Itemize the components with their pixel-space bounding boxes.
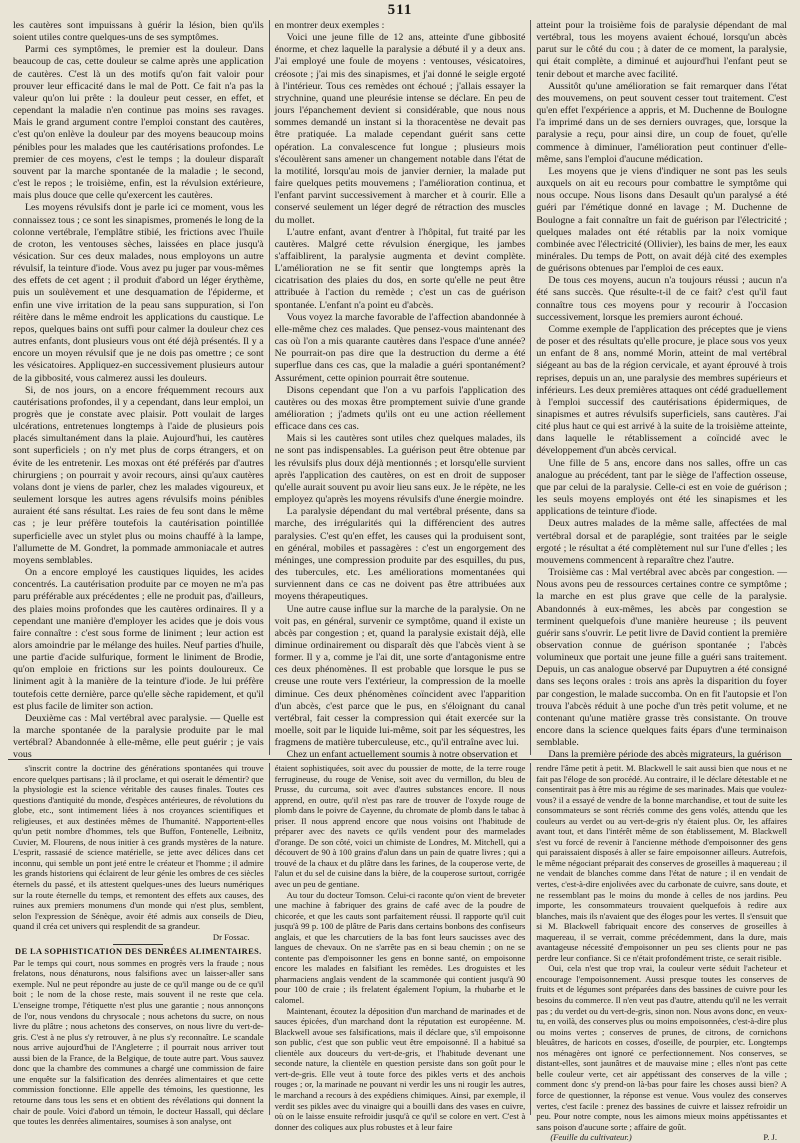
paragraph: Comme exemple de l'application des préceptes que je viens de poser et des résultats qu'elle procure, je place sous vos yeux un enfant de 8 ans, nommé Morin, atteint de mal vertébral siégeant au bas de la région cervicale, et ayant éprouvé à trois reprises, depuis un an, une paralysie des membres supérieurs et inférieurs. Les deux premières attaques ont cédé graduellement à l'emploi successif des cautérisations épidermiques, de sinapismes et autres révulsifs superficiels, sans cautères. J'ai cité plus haut ce qui est arrivé à la suite de la troisième atteinte, dans laquelle le rétablissement a coïncidé avec le développement d'un abcès cervical.	[536, 323, 788, 457]
initials-signature: P. J.	[763, 1132, 778, 1143]
source-line	[536, 1132, 787, 1143]
feuilleton-column-1	[8, 763, 269, 1127]
paragraph: Chez un enfant actuellement soumis à notre observation et	[286, 749, 518, 761]
paragraph: Oui, cela n'est que trop vrai, la couleur verte séduit l'acheteur et encourage l'empoisonnement. Aussi presque toutes les conserves de fruits et de légumes sont préparées dans des bassines de cuivre pour les besoins du commerce. Il n'en veut pas d'autre, attendu qu'il ne les verrait pas ; du verdet ou du vert-de-gris, sinon non. Nous avons donc, en veux-tu, en voilà, des conserves plus ou moins empoisonnées, c'est-à-dire plus ou moins vertes ; conserves de prunes, de citrons, de cornichons bleuâtres, de haricots en cosses, d'oseille, de pourpier, etc. Longtemps nos ménagères ont ignoré ce perfectionnement. Nos conserves, se distant-elles, sont jaunâtres et de mauvaise mine ; elles n'ont pas cette belle couleur verte, cet air appétissant des conserves de la ville ; comment donc s'y prend-on là-bas pour faire les choses aussi bien? A force de questionner, la réponse est venue. Vous voulez des conserves vertes, c'est facile : prenez des bassines de cuivre et laissez refroidir un peu. Pour notre compte, nous les aimons mieux moins appétissantes et sans poison d'aucune sorte ; affaire de goût.	[536, 963, 788, 1132]
source-credit: (Feuille du cultivateur.)	[550, 1132, 632, 1143]
paragraph: L'autre enfant, avant d'entrer à l'hôpital, fut traité par les cautères. Malgré cette révulsion énergique, les jambes s'affaiblirent, la paralysie augmenta et devint complète. L'amélioration ne se fit sentir que longtemps après la cicatrisation des plaies du dos, en sorte qu'elle ne peut être attribuée à l'action du remède ; c'est un cas de guérison spontanée. L'enfant n'a point eu d'abcès.	[274, 226, 526, 311]
paragraph: Disons cependant que l'on a vu parfois l'application des cautères ou des moxas être promptement suivie d'une grande amélioration ; j'admets qu'ils ont eu une action réellement efficace dans ces cas.	[274, 384, 526, 433]
article-body-continued	[536, 763, 787, 1132]
paragraph: les cautères sont impuissans à guérir la lésion, bien qu'ils soient utiles contre quelques-uns de ses symptômes.	[13, 20, 264, 44]
article-heading: DE LA SOPHISTICATION DES DENRÉES ALIMENTAIRES.	[15, 947, 262, 957]
author-signature: Dr Fossac.	[212, 931, 250, 942]
paragraph: Voici une jeune fille de 12 ans, atteinte d'une gibbosité énorme, et chez laquelle la paralysie a débuté il y a deux ans. J'ai employé une foule de moyens : ventouses, vésicatoires, créosote ; j'ai mis des sinapismes, et j'ai donné le seigle ergoté à l'intérieur. Tous ces remèdes ont échoué ; j'allais essayer la strychnine, quand une pleurésie intense se déclare. En peu de jours l'épanchement devient si considérable, que nous nous sommes demandé un instant si la thoracentèse ne devait pas être pratiquée. La malade cependant guérit sans cette opération. La convalescence fut longue ; plusieurs mois s'écoulèrent sans amener un changement notable dans l'état de la motilité, lorsqu'au mois de janvier dernier, la malade put faire quelques petits mouvemens ; l'amélioration continua, et l'enfant parvint successivement à marcher et à courir. Elle a conservé seulement un léger degré de rétraction des muscles du mollet.	[274, 32, 526, 226]
medical-article	[8, 20, 792, 761]
paragraph: De tous ces moyens, aucun n'a toujours réussi ; aucun n'a été sans succès. Que résulte-t-il de ce fait? c'est qu'il faut connaître tous ces moyens pour y recourir à l'occasion successivement, lorsque les premiers auront échoué.	[536, 275, 788, 323]
paragraph: Parmi ces symptômes, le premier est la douleur. Dans beaucoup de cas, cette douleur se calme après une application de cautères. C'est là un des motifs qu'on fait valoir pour prouver leur efficacité dans le mal de Pott. Ce fait n'a pas la valeur qu'on lui prête : la douleur peut cesser, en effet, et cependant la maladie n'en continue pas moins ses ravages. Mais le grand argument contre l'emploi constant des cautères, c'est qu'on enlève la douleur par des moyens beaucoup moins pénibles pour les malades que les cautérisations profondes. Le premier de ces moyens, c'est le temps ; la douleur disparaît souvent par la marche spontanée de la maladie ; le second, c'est le repos ; le troisième, enfin, est la révulsion extérieure, mais plus douce que celle qu'exercent les cautères.	[13, 44, 264, 202]
paragraph: Mais si les cautères sont utiles chez quelques malades, ils ne sont pas indispensables. La guérison peut être obtenue par les révulsifs plus doux déjà mentionnés ; et lorsqu'elle survient après l'application des cautères, on est en droit de supposer qu'elle aurait souvent pu avoir lieu sans eux. Je le répète, ne les employez qu'après les moyens révulsifs d'une énergie moindre.	[274, 433, 526, 506]
column-3	[530, 20, 792, 761]
paragraph: Les moyens que je viens d'indiquer ne sont pas les seuls auxquels on ait eu recours pour combattre le symptôme qui nous occupe. Nous lisons dans Desault qu'un paralysé a été guéri par l'émétique donné en lavage ; M. Duchenne de Boulogne a fait connaître un fait de guérison par l'électricité ; quelques malades ont été rétablis par la noix vomique combinée avec l'électricité (Ollivier), les bains de mer, les eaux minérales. Du temps de Pott, on avait déjà cité des exemples de guérisons obtenues par l'emploi de ces eaux.	[536, 165, 788, 275]
paragraph: Troisième cas : Mal vertébral avec abcès par congestion. — Nous avons peu de ressources certaines contre ce symptôme ; la marche en est plus grave que celle de la paralysie. Abandonnés à eux-mêmes, les abcès par congestion se terminent quelquefois d'une manière heureuse ; ils peuvent guérir sans s'ouvrir. Le petit livre de David contient la première observation connue de guérison spontanée ; l'abcès volumineux que portait une jeune fille a guéri sans traitement. Depuis, un cas analogue observé par Dupuytren a été consigné dans ses leçons orales : trois ans après la disparition du foyer par congestion, le malade succomba. On en fit l'autopsie et l'on trouva l'abcès réduit à une poche d'un très petit volume, et ne contenant qu'une matière grasse très consistante. On trouve encore dans la science quelques faits épars d'une terminaison semblable.	[536, 567, 788, 749]
feuilleton-divider	[8, 759, 792, 760]
paragraph: atteint pour la troisième fois de paralysie dépendant de mal vertébral, tous les moyens avaient échoué, lorsqu'un abcès parut sur le côté du cou ; à dater de ce moment, la paralysie, qui était complète, a diminué et aujourd'hui l'enfant peut se tenir debout et marche avec facilité.	[536, 20, 788, 80]
paragraph: Au tour du docteur Tomson. Celui-ci raconte qu'on vient de breveter une machine à fabriquer des grains de café avec de la poudre de chicorée, et que les cauts sont parfaitement réussi. Il rapporte qu'il cuit jusqu'à 99 p. 100 de plâtre de Paris dans certains bonbons des confiseurs anglais, et que les charcutiers de la bas font leurs saucisses avec des langues de chevaux. On ne s'arrête pas en si beau chemin ; on ne se contente pas d'empoisonner les gens en bonne santé, on empoisonne encore les malades en falsifiant les remèdes. Les droguistes et les pharmaciens anglais vendent de la scammonée qui contient jusqu'à 90 pour 100 de craie ; ils frelatent également l'opium, la rhubarbe et le calomel.	[274, 889, 526, 1006]
paragraph: Maintenant, écoutez la déposition d'un marchand de marinades et de sauces épicées, d'un marchand dont la réputation est européenne. M. Blackwell avoue ses falsifications, mais il déclare que, s'il empoisonne son public, c'est que son public veut être empoisonné. Il a habitué sa clientèle aux douceurs du vert-de-gris, et l'habitude devenant une seconde nature, la clientèle en question persiste dans son goût pour le vert-de-gris. Elle veut à toute force des pikles verts et des anchois rouges ; or, la marinade ne pouvant ni verdir les uns ni rougir les autres, le marchand a recours à des expédiens chimiques. Ainsi, par exemple, il verdit ses pikles avec du vinaigre qui a bouilli dans des vases en cuivre, où on le laisse ensuite refroidir jusqu'à ce qu'il se colore en vert. C'est à donner des coliques aux plus robustes et à leur faire	[274, 1005, 526, 1132]
paragraph: Une autre cause influe sur la marche de la paralysie. On ne voit pas, en général, survenir ce symptôme, quand il existe un abcès par congestion ; et, quand la paralysie existait déjà, elle diminue ordinairement ou disparaît dès que l'abcès vient à se former. Il y a, comme je l'ai dit, une sorte d'antagonisme entre ces deux phénomènes. Il est probable que lorsque le pus se creuse une route vers l'extérieur, la compression de la moelle diminue. Ces deux phénomènes coïncident avec l'apparition d'un abcès, c'est parce que le pus, en s'éloignant du canal vertébral, fait cesser la compression qui était exercée sur la moelle, soit par le liquide lui-même, soit par les séquestres, les fragmens de matière tuberculeuse, etc., qu'il entraîne avec lui.	[274, 603, 526, 749]
paragraph: Une fille de 5 ans, encore dans nos salles, offre un cas analogue au précédent, tant par le siège de l'affection osseuse, que par celui de la paralysie. Celle-ci est en voie de guérison ; les seuls moyens employés ont été les sinapismes et les applications de teinture d'iode.	[536, 457, 788, 518]
paragraph: La paralysie dépendant du mal vertébral présente, dans sa marche, des irrégularités qui la différencient des autres paralysies. C'est qu'en effet, les causes qui la produisent sont, en général, mobiles et passagères : c'est un engorgement des méninges, une compression produite par des esquilles, du pus, des tubercules, etc. Les améliorations momentanées qui surviennent dans ce cas ne doivent pas être attribuées aux moyens thérapeutiques.	[274, 506, 526, 603]
essay-conclusion: s'inscrit contre la doctrine des générations spontanées qui trouve encore quelques partisans ; là il proclame, et qui oserait le démentir? que la physiologie est la science véritable des causes finales. Toutes ces questions d'antiquité du monde, d'espèces antérieures, de révolutions du globe, etc., sont intimement liées à nos croyances scientifiques et religieuses, et aux destinées mêmes de l'humanité. N'apportent-elles qu'un petit nombre d'hommes, tels que Buffon, Fontenelle, Leibnitz, Cuvier, M. Flourens, de nous initier à ces grands mystères de la nature. L'esprit, rassasié de science matérielle, se jette avec délices dans cet inconnu, qui semble un pont jeté entre le créateur et l'homme ; il admire les grands historiens qui éclairent de leur génie les ombres de ces siècles éternels du passé, et ils attestent quelques-unes des lueurs numériques sur la route éternelle du temps, et remontent des effets aux causes, des ruines aux premiers monumens d'un monde qui n'est plus, semblent, selon l'expression de Sénèque, avoir été admis aux conseils de Dieu, quand il créa cet univers qui resplendit de sa grandeur.	[13, 763, 264, 932]
feuilleton-column-3	[530, 763, 792, 1143]
column-2	[269, 20, 531, 761]
paragraph: Les moyens révulsifs dont je parle ici ce moment, vous les connaissez tous ; ce sont les sinapismes, promenés le long de la colonne vertébrale, l'emplâtre stibié, les frictions avec l'huile de croton, les ventouses sèches, laissées en place jusqu'à vésication. Sur ces deux malades, nous employons un autre révulsif, la teinture d'iode. Vous avez pu juger par vous-mêmes des effets de cet agent ; il produit d'abord un léger érythème, puis un soulèvement et une desquamation de l'épiderme, et enfin une vive irritation de la peau sans suppuration, si l'on réitère dans le même endroit les applications du caustique. Le repos, quelques bains ont suffi pour calmer la douleur chez ces autres enfants, dont plusieurs vous ont été déjà présentés. Il y a encore un moyen révulsif que je ne dois pas omettre ; ce sont les vésicatoires. Appliquez-en successivement plusieurs autour de la gibbosité, vous calmerez aussi les douleurs.	[13, 202, 264, 384]
paragraph: en montrer deux exemples :	[274, 20, 385, 31]
feuilleton-column-2	[269, 763, 531, 1132]
paragraph: étaient sophistiquées, soit avec du poussier de motte, de la terre rouge ferrugineuse, du rouge de Venise, soit avec du vermillon, du bleu de Prusse, du curcuma, soit avec d'autres substances encore. Il nous apprend, en outre, qu'il n'est pas rare de trouver de l'oxyde rouge de plomb dans le poivre de Cayenne, du chromate de plomb dans le tabac à priser. Il nous apprend encore que nous voisins ont l'habitude de préparer avec des navets ce qu'ils vendent pour des marmelades d'orange. De son côté, voici un chimiste de Londres, M. Mitchell, qui a découvert de 90 à 100 grains d'alun dans un pain de quatre livres ; qui a trouvé de la chaux et du plâtre dans les farines, de la couperose verte, de l'alun et du sel de cuisine dans la bière, de la couperose surtout, corrigée avec un peu de gentiane.	[274, 763, 526, 890]
feuilleton	[8, 763, 792, 1143]
paragraph: Vous voyez la marche favorable de l'affection abandonnée à elle-même chez ces malades. Que pensez-vous maintenant des cas où l'on a mis quarante cautères dans l'espace d'une année? Ne pourrait-on pas dire que la destruction du derme a été superflue dans ces cas, que la maladie a guéri spontanément? Assurément, cette opinion pourrait être soutenue.	[274, 311, 526, 384]
paragraph: rendre l'âme petit à petit. M. Blackwell le sait aussi bien que nous et ne fait pas l'éloge de son procédé. Au contraire, il le déclare détestable et ne consentirait pas à être mis au régime de ses marinades. Mais que voulez-vous? il a essayé de vendre de la bonne marchandise, et tout de suite les consommateurs se sont récriés comme des gens volés, attendu que les couleurs au verdet ou au vert-de-gris n'y étaient plus. Or, les affaires avant tout, et dans l'intérêt même de son établissement, M. Blackwell s'est vu forcé de revenir à l'ancienne méthode d'empoisonner des gens qui paraissaient disposés à aller se faire empoisonner ailleurs. Autrefois, le même négociant préparait des conserves de groseilles à maquereau ; il ne vendait de blanches comme dans l'état de nature ; il en vendait de vertes, c'est-à-dire enjolivées avec du carbonate de cuivre, sans doute, et ne ressemblant pas le moins du monde à celles de nos jardins. Peu importe, les consommateurs trouvaient quelquefois à redire aux blanches, mais ils n'avaient que des éloges pour les vertes. Il s'ensuit que si M. Blackwell fabriquait encore des conserves de groseilles à maquereau, il se verrait, comme précédemment, dans la dure, mais avantageuse nécessité d'empoisonner un peu ses clients pour ne pas perdre leur confiance. Si ce n'était profondément triste, ce serait risible.	[536, 763, 788, 963]
column-1	[8, 20, 269, 761]
page-number: 511	[387, 2, 413, 18]
paragraph: Deuxième cas : Mal vertébral avec paralysie. — Quelle est la marche spontanée de la paralysie produite par le mal vertébral? Abandonnée à elle-même, elle peut guérir ; je vais vous	[13, 712, 264, 761]
paragraph: Par le temps qui court, nous sommes en progrès vers la fraude ; nous frelatons, nous dénaturons, nous falsifions avec un laisser-aller sans exemple. Nul ne peut répondre au juste de ce qu'il mange ou de ce qu'il boit ; le nom de la chose reste, mais souvent il ne reste que cela. L'enseigne trompe, l'étiquette n'est plus une garantie ; nous annonçons de l'or, nous vendons du chrysocale ; nous achetons du sucre, on nous livre du plâtre ; nous achetons des conserves, on nous livre du vert-de-gris. C'est à ne plus s'y retrouver, à ne plus s'y reconnaître. Le scandale nous arrive aujourd'hui de l'Angleterre ; il pourrait nous arriver tout aussi bien de la France, de la Belgique, de toute autre part. Vous sauvez donc que la chambre des communes a chargé une commission de faire une enquête sur la falsification des denrées alimentaires et que cette commission fonctionne. Elle appelle des témoins, les questionne, les retourne dans tous les sens et en obtient des révélations qui donnent la chair de poule. Voici d'abord un témoin, le docteur Hassall, qui déclare que toutes les denrées alimentaires, soumises à son analyse, ont	[13, 957, 264, 1127]
paragraph: Si, de nos jours, on a encore fréquemment recours aux cautérisations profondes, il y a cependant, dans leur emploi, un progrès que je constate avec plaisir. Pott voulait de larges ulcérations, entretenues longtemps à l'aide de plusieurs pois placés simultanément dans la plaie. Aujourd'hui, les cautères sont superficiels ; on n'y met plus de corps étrangers, et on évite de les entretenir. Les moxas ont été préférés par d'autres chirurgiens ; on pourrait y avoir recours, ainsi qu'aux cautères volans dont je viens de parler, chez les malades vigoureux, et seulement lorsque les autres agens révulsifs moins pénibles auraient été sans résultat. Les raies de feu sont dans le même cas ; je leur préfère toutefois la cautérisation pointillée superficielle avec un stylet plus ou moins chauffé à la lampe, l'allumette de M. Gondret, la pommade ammoniacale et autres moyens semblables.	[13, 384, 264, 566]
paragraph: On a encore employé les caustiques liquides, les acides concentrés. La cautérisation produite par ce moyen ne m'a pas paru préférable aux précédentes ; elle ne produit pas, d'ailleurs, des plaies moins profondes que les cautères ordinaires. Il y a cependant une manière d'employer les acides que je dois vous faire connaître : c'est sous forme de liniment ; leur action est alors amoindrie par le mélange des huiles. Neuf parties d'huile, une partie d'acide sulfurique, forment le liniment de Brodie, qu'on emploie en frictions sur les points douloureux. Ce liniment agit à la manière de la teinture d'iode. Je lui préfère toutefois cette dernière, parce qu'elle sèche rapidement, et qu'il est plus facile de limiter son action.	[13, 567, 264, 712]
paragraph: Dans la première période des abcès migrateurs, la guérison	[548, 749, 782, 761]
article-body	[13, 958, 264, 1127]
short-divider	[113, 944, 163, 945]
paragraph: Aussitôt qu'une amélioration se fait remarquer dans l'état des mouvemens, on peut souvent cesser tout traitement. C'est qu'en effet l'expérience a appris, et M. Duchenne de Boulogne l'a imprimé dans un de ses derniers ouvrages, que, lorsque la paralysie a reçu, pour ainsi dire, un coup de fouet, qu'elle commence à diminuer, l'amélioration peut continuer d'elle-même, sans l'emploi d'aucune médication.	[536, 80, 788, 165]
paragraph: Deux autres malades de la même salle, affectées de mal vertébral dorsal et de paraplégie, sont traitées par le seigle ergoté ; le résultat a été complètement nul sur l'une d'elles ; les mouvemens commencent à reparaître chez l'autre.	[536, 518, 788, 566]
